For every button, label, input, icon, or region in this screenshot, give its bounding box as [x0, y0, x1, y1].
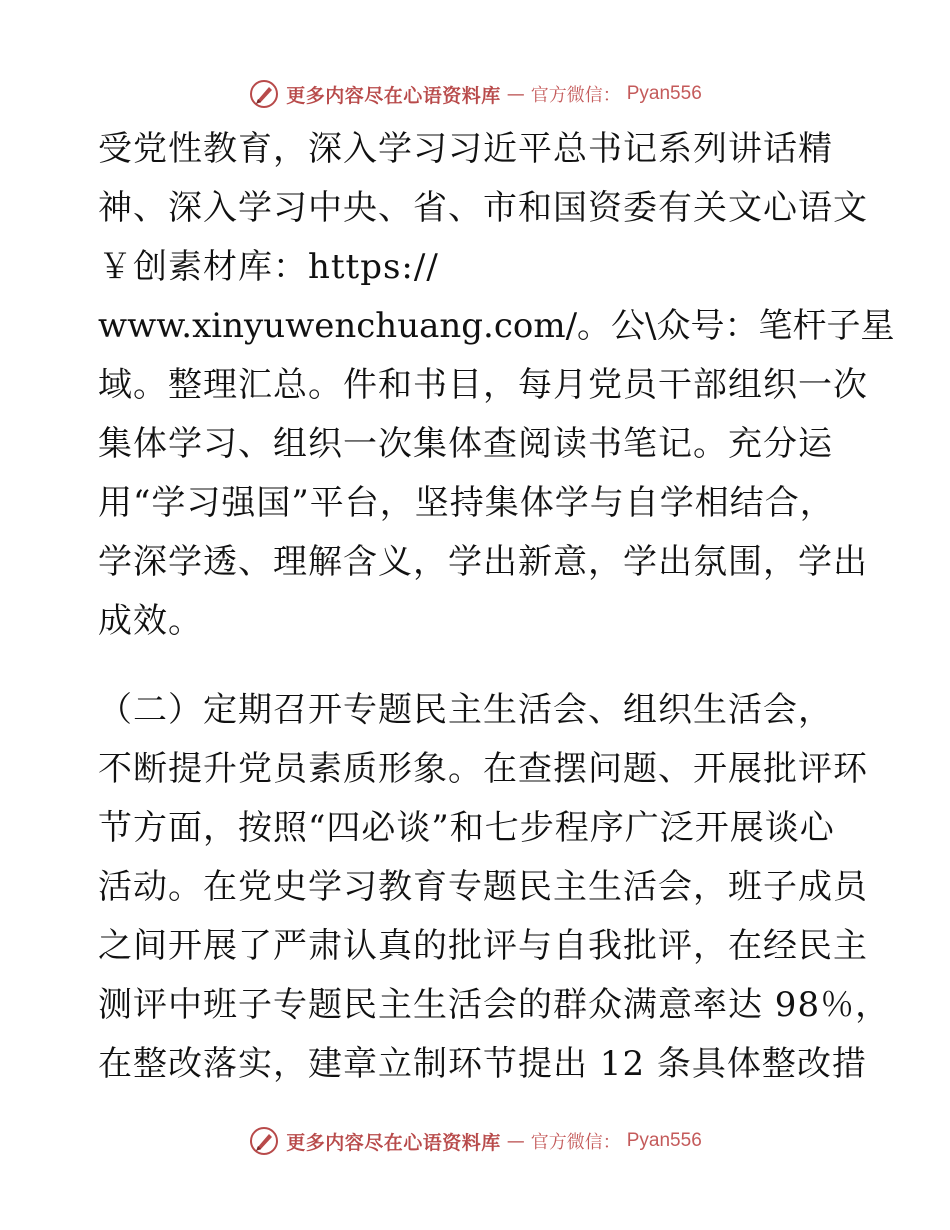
banner-wechat-id: Pyan556 [626, 83, 702, 104]
text-line: ￥创素材库：https:// [98, 247, 439, 287]
text-line: 学深学透、理解含义，学出新意，学出氛围，学出 [98, 542, 868, 582]
footer-banner [0, 1121, 950, 1161]
banner-title: 更多内容尽在心语资料库 [286, 1131, 501, 1154]
banner-title: 更多内容尽在心语资料库 [286, 84, 501, 107]
text-line: 测评中班子专题民主生活会的群众满意率达 98％， [98, 985, 891, 1025]
header-banner [0, 74, 950, 114]
banner-dash: — [506, 1130, 525, 1152]
text-line: 不断提升党员素质形象。在查摆问题、开展批评环 [98, 749, 868, 789]
text-line: 神、深入学习中央、省、市和国资委有关文心语文 [98, 188, 868, 228]
banner-dash: — [506, 83, 525, 105]
text-line: 受党性教育，深入学习习近平总书记系列讲话精 [98, 129, 833, 169]
text-line: 集体学习、组织一次集体查阅读书笔记。充分运 [98, 424, 833, 464]
text-line: 活动。在党史学习教育专题民主生活会，班子成员 [98, 867, 868, 907]
text-line: www.xinyuwenchuang.com/。公\众号：笔杆子星 [98, 306, 895, 346]
banner-wechat-label: 官方微信： [530, 85, 621, 106]
pen-logo-icon [248, 1125, 280, 1157]
banner-wechat-id: Pyan556 [626, 1130, 702, 1151]
text-line: 在整改落实，建章立制环节提出 12 条具体整改措 [98, 1044, 867, 1084]
text-line: 用“学习强国”平台，坚持集体学与自学相结合， [98, 483, 835, 523]
text-line: 成效。 [98, 601, 203, 641]
text-line: 之间开展了严肃认真的批评与自我批评，在经民主 [98, 926, 868, 966]
section-heading: （二）定期召开专题民主生活会、组织生活会， [98, 690, 833, 730]
text-line: 域。整理汇总。件和书目，每月党员干部组织一次 [98, 365, 868, 405]
pen-logo-icon [248, 78, 280, 110]
banner-wechat-label: 官方微信： [530, 1132, 621, 1153]
document-body [98, 120, 895, 1094]
text-line: 节方面，按照“四必谈”和七步程序广泛开展谈心 [98, 808, 835, 848]
